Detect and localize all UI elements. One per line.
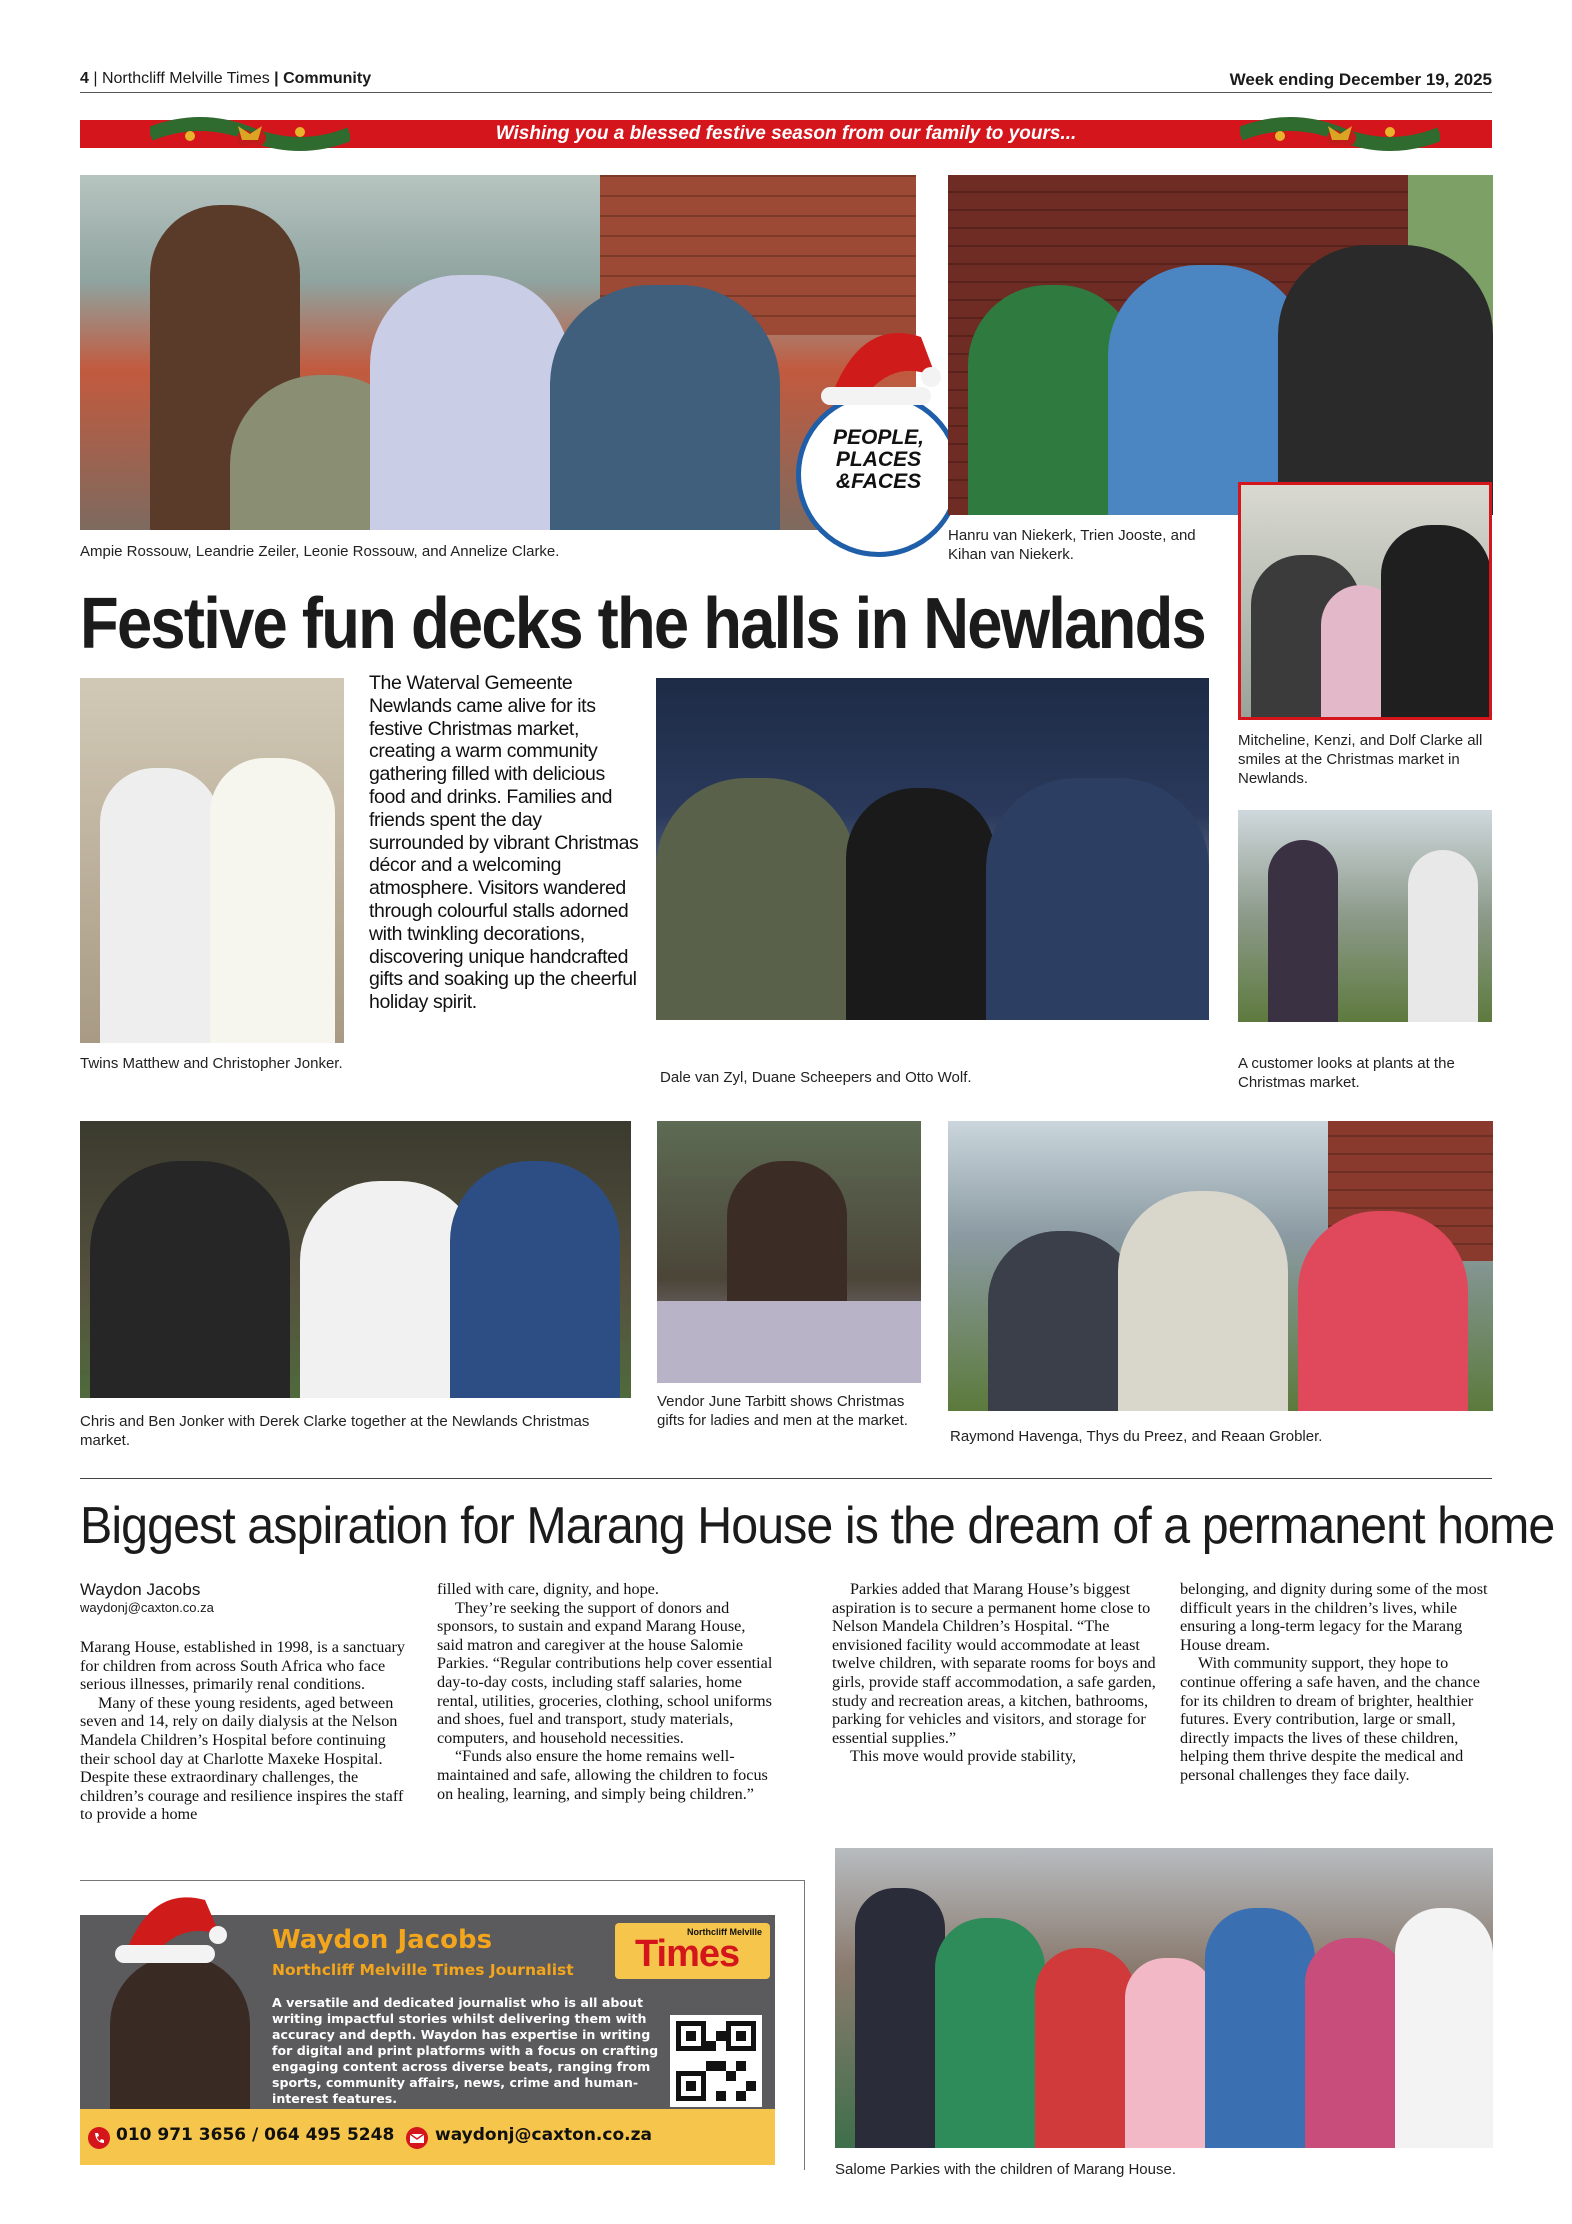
- folio: 4 | Northcliff Melville Times | Community: [80, 70, 372, 87]
- email-icon: [405, 2127, 429, 2149]
- photo-clarke-family: [1238, 482, 1492, 720]
- publication-name: Northcliff Melville Times: [101, 70, 270, 87]
- phone-icon: [88, 2127, 110, 2149]
- photo-june-tarbitt: [657, 1121, 921, 1383]
- col4-paragraph-0: belonging, and dignity during some of the most difficult years in the children’s lives, while ensuring a long-term legacy for the Marang House dream.: [1180, 1580, 1488, 1654]
- caption-photo-4: Twins Matthew and Christopher Jonker.: [80, 1055, 343, 1072]
- caption-photo-5: Dale van Zyl, Duane Scheepers and Otto Wolf.: [660, 1069, 972, 1086]
- col2-paragraph-1: They’re seeking the support of donors and sponsors, to sustain and expand Marang House, said matron and caregiver at the house Salomie Parkies. “Regular contributions help cover essential day-to-day costs, including staff salaries, home rental, utilities, groceries, clothing, school uniforms and shoes, fuel and transport, study materials, computers, and household necessities.: [437, 1598, 773, 1747]
- article2-column-3: [832, 1580, 1170, 1766]
- logo-big-text: Times: [635, 1933, 740, 1975]
- badge-line-3: &FACES: [835, 470, 922, 493]
- article2-column-2: [437, 1580, 775, 1803]
- caption-photo-7: Chris and Ben Jonker with Derek Clarke together at the Newlands Christmas market.: [80, 1413, 590, 1449]
- header-rule: [80, 92, 1492, 93]
- caption-photo-9: Raymond Havenga, Thys du Preez, and Reaan Grobler.: [950, 1428, 1323, 1445]
- byline-author: Waydon Jacobs: [80, 1580, 201, 1599]
- photo-three-men-stall: [656, 678, 1209, 1020]
- week-ending: Week ending December 19, 2025: [1229, 70, 1492, 89]
- article2-column-4: [1180, 1580, 1492, 1785]
- santa-hat-icon: [821, 317, 941, 407]
- santa-hat-icon: [110, 1885, 230, 1965]
- article2-headline: Biggest aspiration for Marang House is the dream of a permanent home: [80, 1497, 1555, 1555]
- col3-paragraph-1: Parkies added that Marang House’s biggest aspiration is to secure a permanent home close to Nelson Mandela Children’s Hospital. “The envisioned facility would accommodate at least twelve children, with separate rooms for boys and girls, provide staff accommodation, a safe garden, study and recreation areas, a kitchen, bathrooms, parking for vehicles and visitors, and storage for essential supplies.”: [832, 1580, 1156, 1747]
- photo-havenga-preez-grobler: [948, 1121, 1493, 1411]
- col1-paragraph-2: Many of these young residents, aged between seven and 14, rely on daily dialysis at the Nelson Mandela Children’s Hospital before continuing their school day at Charlotte Maxeke Hospital. Despite these extraordinary challenges, the children’s courage and resilience inspires the staff to provide a home: [80, 1693, 404, 1824]
- ad-journalist-name: Waydon Jacobs: [272, 1925, 493, 1955]
- caption-photo-1: Ampie Rossouw, Leandrie Zeiler, Leonie Rossouw, and Annelize Clarke.: [80, 543, 560, 560]
- page-number: 4: [80, 70, 89, 87]
- col1-paragraph-1: Marang House, established in 1998, is a sanctuary for children from across South Africa who face serious illnesses, primarily renal conditions.: [80, 1638, 406, 1694]
- festive-banner: [80, 120, 1492, 148]
- ad-journalist-bio: A versatile and dedicated journalist who is all about writing impactful stories whilst delivering them with accuracy and depth. Waydon has expertise in writing for digital and print platforms with a focus on crafting engaging content across diverse beats, ranging from sports, community affairs, news, crime and human-interest features.: [272, 1995, 659, 2106]
- article2-column-1: [80, 1638, 418, 1824]
- section-name: Community: [283, 70, 372, 87]
- logo-small-text: Northcliff Melville: [686, 1927, 762, 1937]
- ad-phone-number[interactable]: 010 971 3656 / 064 495 5248: [116, 2125, 395, 2145]
- ad-email-address[interactable]: waydonj@caxton.co.za: [435, 2125, 652, 2145]
- times-logo: [615, 1923, 770, 1979]
- caption-photo-2: Hanru van Niekerk, Trien Jooste, and Kihan van Niekerk.: [948, 527, 1196, 563]
- section-rule: [80, 1478, 1492, 1479]
- badge-line-1: PEOPLE,: [832, 426, 925, 449]
- main-headline: Festive fun decks the halls in Newlands: [80, 584, 1205, 664]
- col2-paragraph-0: filled with care, dignity, and hope.: [437, 1580, 659, 1598]
- photo-plant-customer: [1238, 810, 1492, 1022]
- col2-paragraph-2: “Funds also ensure the home remains well-maintained and safe, allowing the children to focus on healing, learning, and simply being children.”: [437, 1747, 768, 1803]
- ad-journalist-role: Northcliff Melville Times Journalist: [272, 1961, 574, 1979]
- ad-contact-bar: [80, 2109, 775, 2165]
- col3-paragraph-2: This move would provide stability,: [850, 1747, 1076, 1766]
- qr-code-icon: [676, 2021, 756, 2101]
- garland-right-icon: [1240, 106, 1440, 160]
- qr-code[interactable]: [670, 2015, 762, 2107]
- photo-van-niekerk-jooste: [948, 175, 1493, 515]
- journalist-photo: [110, 1955, 250, 2109]
- caption-photo-8: Vendor June Tarbitt shows Christmas gifts for ladies and men at the market.: [657, 1393, 908, 1429]
- byline-email: waydonj@caxton.co.za: [80, 1600, 214, 1615]
- photo-jonker-twins: [80, 678, 344, 1043]
- caption-photo-10: Salome Parkies with the children of Marang House.: [835, 2161, 1177, 2178]
- garland-left-icon: [150, 106, 350, 160]
- caption-photo-6: A customer looks at plants at the Christmas market.: [1238, 1055, 1455, 1091]
- caption-photo-3: Mitcheline, Kenzi, and Dolf Clarke all smiles at the Christmas market in Newlands.: [1238, 732, 1483, 787]
- people-places-faces-badge: [796, 392, 961, 557]
- photo-group-four: [80, 175, 916, 530]
- badge-line-2: PLACES: [835, 448, 922, 471]
- intro-paragraph: The Waterval Gemeente Newlands came alive for its festive Christmas market, creating a warm community gathering filled with delicious food and drinks. Families and friends spent the day surrounded by vibrant Christmas décor and a welcoming atmosphere. Visitors wandered through colourful stalls adorned with twinkling decorations, discovering unique handcrafted gifts and soaking up the cheerful holiday spirit.: [369, 672, 639, 1014]
- col4-paragraph-1: With community support, they hope to continue offering a safe haven, and the chance for its children to dream of brighter, healthier futures. Every contribution, large or small, directly impacts the lives of these children, helping them thrive despite the medical and personal challenges they face daily.: [1180, 1654, 1480, 1784]
- journalist-ad: [80, 1915, 775, 2165]
- banner-text: Wishing you a blessed festive season from our family to yours...: [495, 123, 1077, 144]
- photo-marang-children: [835, 1848, 1493, 2148]
- photo-jonker-clarke: [80, 1121, 631, 1398]
